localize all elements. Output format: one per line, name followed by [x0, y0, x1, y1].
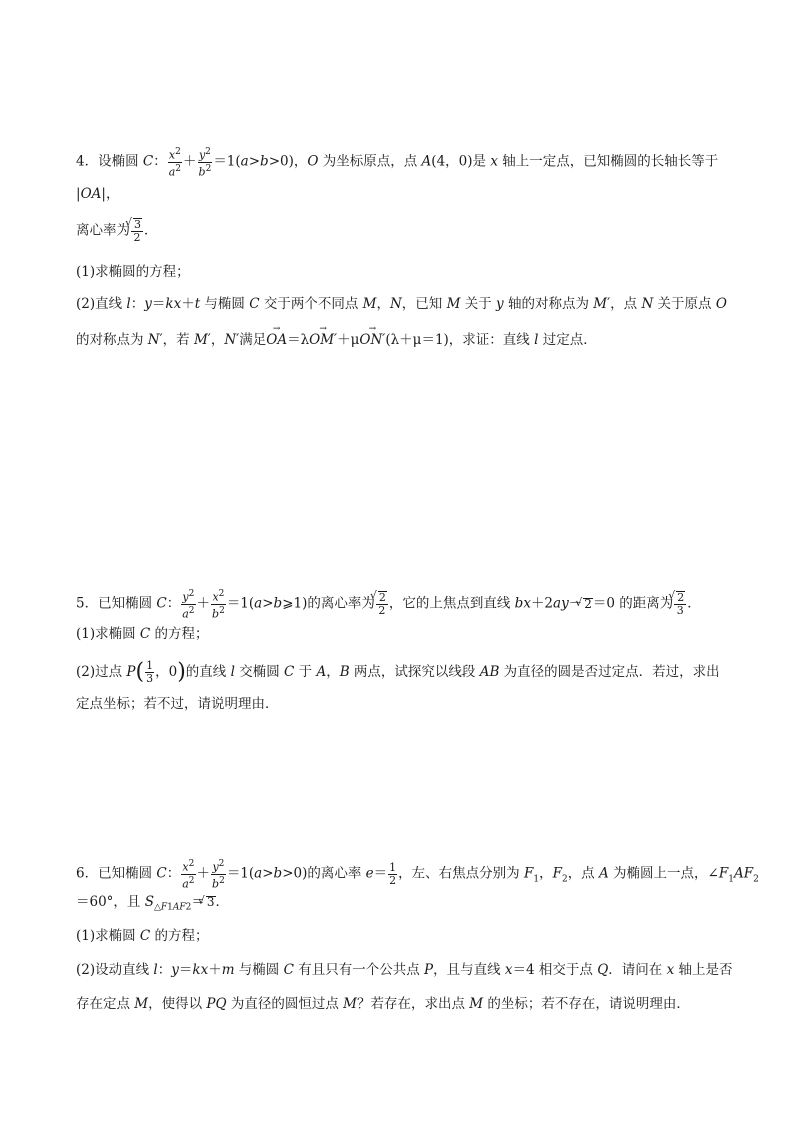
problem-4-line-2: |OA|， [76, 186, 120, 202]
problem-4-line-3: 离心率为 √ $\frac{3}{2}$ ． [76, 218, 726, 244]
problem-5-part-1: (1)求椭圆 C 的方程； [76, 626, 209, 642]
problem-6-part-2-line-2: 存在定点 M，使得以 PQ 为直径的圆恒过点 M？若存在，求出点 M 的坐标；若不存在，请说明理由． [76, 996, 690, 1012]
problem-4-part-2-line-1: (2)直线 l：y＝kx＋t 与椭圆 C 交于两个不同点 M，N，已知 M 关于 y 轴的对称点为 M′，点 N 关于原点 O [76, 296, 727, 312]
problem-6-part-1: (1)求椭圆 C 的方程； [76, 928, 209, 944]
problem-4-part-1: (1)求椭圆的方程； [76, 264, 190, 280]
problem-5-line-1: 5．已知椭圆 C： $\frac{y^2}{a^2}$ ＋ $\frac{x^2}{b^2}$ ＝1(a>b⩾1)的离心率为 √ $\frac{2}{2}$ ，它的上焦点到直线 bx＋2ay－√ 2＝0 的距离为 √ $\frac{2}{3}$ ． [76, 588, 726, 620]
problem-6-line-2: ＝60°，且 $S_{\triangle F1AF2}=√$ 3． [76, 892, 726, 918]
problem-5-part-2-line-2: 定点坐标；若不过，请说明理由． [76, 696, 279, 712]
problem-4-line-1: 4．设椭圆 C： $\frac{x^2}{a^2}$ ＋ $\frac{y^2}{b^2}$ ＝1(a>b>0)，O 为坐标原点，点 A(4，0)是 x 轴上一定点，已知椭圆的长轴长等于 [76, 147, 719, 179]
problem-6-part-2-line-1: (2)设动直线 l：y＝kx＋m 与椭圆 C 有且只有一个公共点 P，且与直线 x＝4 相交于点 Q．请问在 x 轴上是否 [76, 962, 733, 978]
problem-4-part-2-line-2: 的对称点为 N′，若 M′，N′满足OA →＝λOM′ →＋μON′ →(λ＋μ＝1)，求证：直线 l 过定点． [76, 330, 726, 350]
problem-6-line-1: 6．已知椭圆 C： $\frac{x^2}{a^2}$ ＋ $\frac{y^2}{b^2}$ ＝1(a>b>0)的离心率 e＝ $\frac{1}{2}$ ，左、右焦点分别为 $F_1$，$F_2$，点 A 为椭圆上一点，$\angle F_1AF_2$ [76, 859, 759, 891]
problem-5-part-2-line-1: (2)过点 P( $\frac{1}{3}$ ，0)的直线 l 交椭圆 C 于 A，B 两点，试探究以线段 AB 为直径的圆是否过定点．若过，求出 [76, 659, 720, 685]
